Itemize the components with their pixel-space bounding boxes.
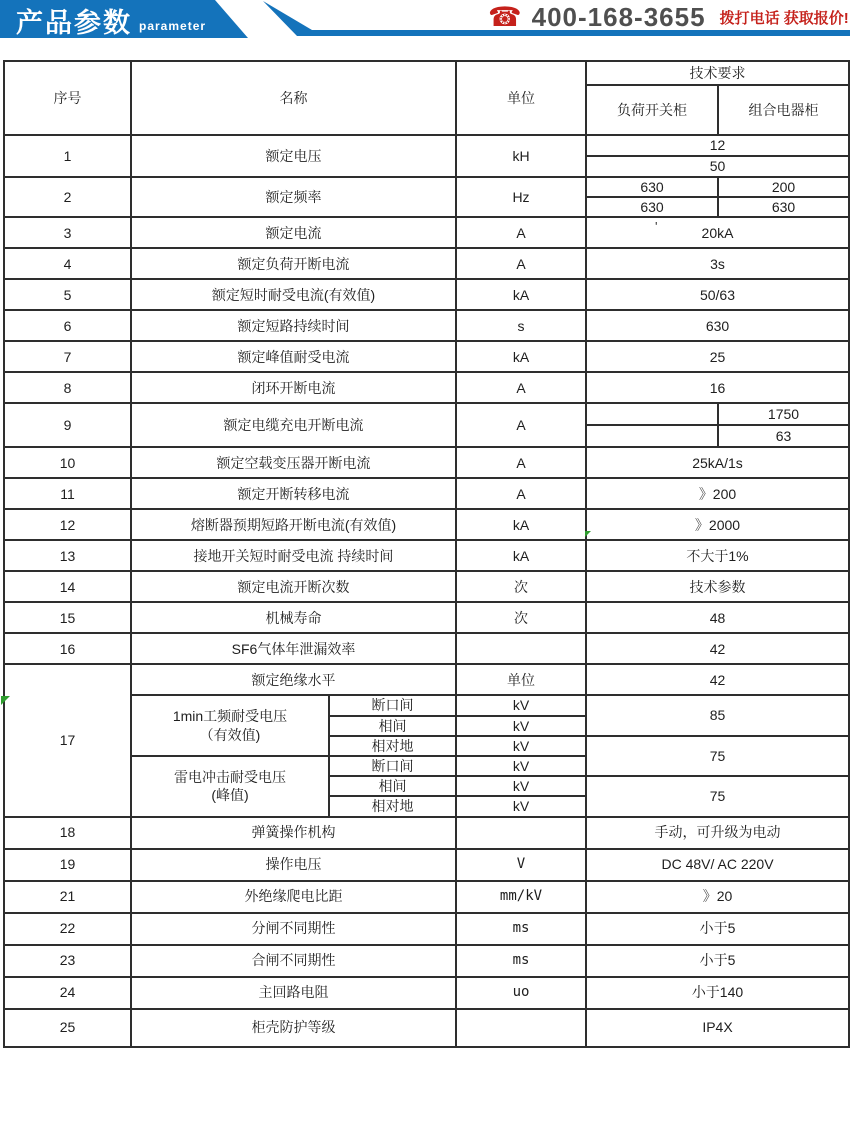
table-row <box>4 913 849 945</box>
header-row-1 <box>4 61 849 85</box>
row-17-value-2: 75 <box>586 736 849 776</box>
row-6-name: 额定短路持续时间 <box>131 310 456 341</box>
row-4-unit: A <box>456 248 586 279</box>
row-17-value-3: 75 <box>586 776 849 816</box>
row-9-name: 额定电缆充电开断电流 <box>131 403 456 447</box>
row-17-unit-6: kV <box>456 796 586 816</box>
row-4-no: 4 <box>4 248 131 279</box>
row-22-value: 小于5 <box>586 913 849 945</box>
phone-cta-row[interactable] <box>488 1 849 33</box>
row-15-no: 15 <box>4 602 131 633</box>
row-1-value-bottom: 50 <box>586 156 849 177</box>
header-col-b: 组合电器柜 <box>718 85 849 135</box>
table-row <box>4 817 849 849</box>
table-row <box>4 633 849 664</box>
row-10-name: 额定空载变压器开断电流 <box>131 447 456 478</box>
row-8-value: 16 <box>586 372 849 403</box>
row-17-head-value: 42 <box>586 664 849 695</box>
row-2-value-b-bottom: 630 <box>718 197 849 217</box>
table-row <box>4 695 849 715</box>
table-row <box>4 509 849 540</box>
row-15-value: 48 <box>586 602 849 633</box>
row-21-no: 21 <box>4 881 131 913</box>
row-2-name: 额定频率 <box>131 177 456 217</box>
table-row <box>4 310 849 341</box>
row-17-group2-label: 雷电冲击耐受电压 (峰值) <box>131 756 329 817</box>
row-17-item-6: 相对地 <box>329 796 456 816</box>
row-4-value: 3s <box>586 248 849 279</box>
spec-table <box>3 60 850 1048</box>
row-9-value-a-top <box>586 403 718 425</box>
row-12-name: 熔断器预期短路开断电流(有效值) <box>131 509 456 540</box>
row-3-no: 3 <box>4 217 131 248</box>
row-5-value: 50/63 <box>586 279 849 310</box>
row-17-no: 17 <box>4 664 131 816</box>
row-17-unit-1: kV <box>456 695 586 715</box>
row-18-unit <box>456 817 586 849</box>
row-6-unit: s <box>456 310 586 341</box>
row-2-unit: Hz <box>456 177 586 217</box>
phone-icon: ☎ <box>488 1 522 32</box>
row-5-name: 额定短时耐受电流(有效值) <box>131 279 456 310</box>
row-23-value: 小于5 <box>586 945 849 977</box>
row-10-unit: A <box>456 447 586 478</box>
row-8-no: 8 <box>4 372 131 403</box>
row-17-unit-4: kV <box>456 756 586 776</box>
row-9-value-b-top: 1750 <box>718 403 849 425</box>
row-7-name: 额定峰值耐受电流 <box>131 341 456 372</box>
row-9-no: 9 <box>4 403 131 447</box>
row-3-name: 额定电流 <box>131 217 456 248</box>
row-19-name: 操作电压 <box>131 849 456 881</box>
row-7-value: 25 <box>586 341 849 372</box>
table-row <box>4 135 849 156</box>
row-2-no: 2 <box>4 177 131 217</box>
row-22-no: 22 <box>4 913 131 945</box>
page-title <box>16 1 206 40</box>
table-row <box>4 849 849 881</box>
row-17-item-4: 断口间 <box>329 756 456 776</box>
header-col-a: 负荷开关柜 <box>586 85 718 135</box>
table-row <box>4 403 849 425</box>
header-no: 序号 <box>4 61 131 135</box>
row-24-unit: uo <box>456 977 586 1009</box>
row-9-unit: A <box>456 403 586 447</box>
row-13-name: 接地开关短时耐受电流 持续时间 <box>131 540 456 571</box>
row-8-unit: A <box>456 372 586 403</box>
scan-artifact-green-tick <box>585 531 591 537</box>
phone-cta-text: 拨打电话 获取报价! <box>719 9 849 27</box>
row-23-name: 合闸不同期性 <box>131 945 456 977</box>
row-1-unit: kH <box>456 135 586 177</box>
row-18-no: 18 <box>4 817 131 849</box>
table-row <box>4 571 849 602</box>
header-name: 名称 <box>131 61 456 135</box>
table-row <box>4 1009 849 1047</box>
row-17-item-1: 断口间 <box>329 695 456 715</box>
row-11-name: 额定开断转移电流 <box>131 478 456 509</box>
table-row <box>4 540 849 571</box>
row-14-no: 14 <box>4 571 131 602</box>
row-10-no: 10 <box>4 447 131 478</box>
row-17-head-unit: 单位 <box>456 664 586 695</box>
row-22-unit: ms <box>456 913 586 945</box>
row-12-no: 12 <box>4 509 131 540</box>
row-19-unit: V <box>456 849 586 881</box>
row-25-value: IP4X <box>586 1009 849 1047</box>
page-subtitle: parameter <box>139 19 207 33</box>
phone-number[interactable]: 400-168-3655 <box>531 1 706 32</box>
row-11-unit: A <box>456 478 586 509</box>
row-13-no: 13 <box>4 540 131 571</box>
row-21-unit: mm/kV <box>456 881 586 913</box>
row-17-unit-2: kV <box>456 716 586 736</box>
row-4-name: 额定负荷开断电流 <box>131 248 456 279</box>
row-17-unit-3: kV <box>456 736 586 756</box>
row-1-name: 额定电压 <box>131 135 456 177</box>
table-row <box>4 945 849 977</box>
row-9-value-b-bottom: 63 <box>718 425 849 447</box>
row-23-unit: ms <box>456 945 586 977</box>
row-6-value: 630 <box>586 310 849 341</box>
scan-artifact-green-triangle <box>1 696 10 705</box>
table-row <box>4 372 849 403</box>
row-25-name: 柜壳防护等级 <box>131 1009 456 1047</box>
row-6-no: 6 <box>4 310 131 341</box>
row-17-group1-label: 1min工频耐受电压 （有效值) <box>131 695 329 756</box>
row-2-value-a-bottom: 630 <box>586 197 718 217</box>
table-row <box>4 664 849 695</box>
row-25-unit <box>456 1009 586 1047</box>
row-1-value-top: 12 <box>586 135 849 156</box>
row-17-unit-5: kV <box>456 776 586 796</box>
table-row <box>4 881 849 913</box>
header-tech: 技术要求 <box>586 61 849 85</box>
page-title-text: 产品参数 <box>16 8 132 38</box>
row-11-no: 11 <box>4 478 131 509</box>
row-5-unit: kA <box>456 279 586 310</box>
row-8-name: 闭环开断电流 <box>131 372 456 403</box>
row-12-value: 》2000 <box>586 509 849 540</box>
row-3-unit: A <box>456 217 586 248</box>
row-18-name: 弹簧操作机构 <box>131 817 456 849</box>
row-3-value: ' 20kA <box>586 217 849 248</box>
table-row <box>4 447 849 478</box>
row-23-no: 23 <box>4 945 131 977</box>
row-24-name: 主回路电阻 <box>131 977 456 1009</box>
row-14-name: 额定电流开断次数 <box>131 571 456 602</box>
row-17-item-2: 相间 <box>329 716 456 736</box>
row-14-value: 技术参数 <box>586 571 849 602</box>
row-19-value: DC 48V/ AC 220V <box>586 849 849 881</box>
row-21-value: 》20 <box>586 881 849 913</box>
row-16-no: 16 <box>4 633 131 664</box>
row-13-unit: kA <box>456 540 586 571</box>
row-18-value: 手动，可升级为电动 <box>586 817 849 849</box>
row-17-item-5: 相间 <box>329 776 456 796</box>
table-row <box>4 977 849 1009</box>
row-25-no: 25 <box>4 1009 131 1047</box>
row-15-name: 机械寿命 <box>131 602 456 633</box>
row-24-no: 24 <box>4 977 131 1009</box>
row-12-unit: kA <box>456 509 586 540</box>
table-row <box>4 602 849 633</box>
banner <box>0 0 850 50</box>
row-10-value: 25kA/1s <box>586 447 849 478</box>
row-2-value-a-top: 630 <box>586 177 718 197</box>
row-14-unit: 次 <box>456 571 586 602</box>
row-1-no: 1 <box>4 135 131 177</box>
row-13-value: 不大于1% <box>586 540 849 571</box>
row-16-unit <box>456 633 586 664</box>
row-7-unit: kA <box>456 341 586 372</box>
row-5-no: 5 <box>4 279 131 310</box>
table-row <box>4 248 849 279</box>
table-row <box>4 341 849 372</box>
table-row <box>4 478 849 509</box>
row-9-value-a-bottom <box>586 425 718 447</box>
row-7-no: 7 <box>4 341 131 372</box>
row-24-value: 小于140 <box>586 977 849 1009</box>
row-19-no: 19 <box>4 849 131 881</box>
header-unit: 单位 <box>456 61 586 135</box>
row-16-name: SF6气体年泄漏效率 <box>131 633 456 664</box>
row-21-name: 外绝缘爬电比距 <box>131 881 456 913</box>
table-row <box>4 279 849 310</box>
table-row <box>4 217 849 248</box>
table-row <box>4 177 849 197</box>
stray-apostrophe: ' <box>655 219 658 235</box>
row-22-name: 分闸不同期性 <box>131 913 456 945</box>
row-17-item-3: 相对地 <box>329 736 456 756</box>
row-11-value: 》200 <box>586 478 849 509</box>
row-17-head-name: 额定绝缘水平 <box>131 664 456 695</box>
row-15-unit: 次 <box>456 602 586 633</box>
row-17-value-1: 85 <box>586 695 849 735</box>
row-2-value-b-top: 200 <box>718 177 849 197</box>
row-16-value: 42 <box>586 633 849 664</box>
